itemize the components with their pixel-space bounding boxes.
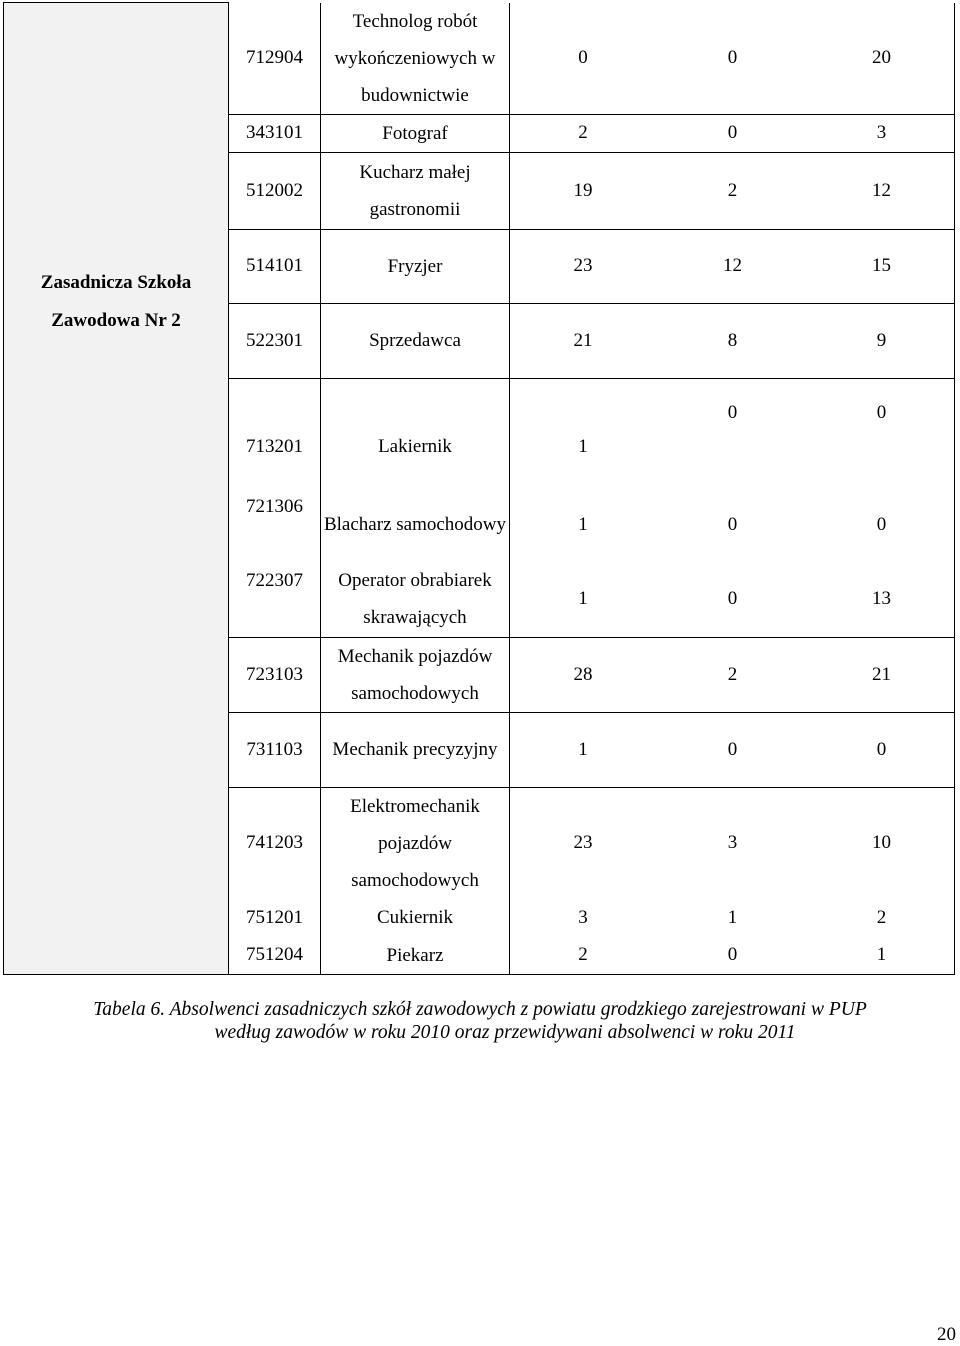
occupation-code: 723103 <box>229 637 321 712</box>
value-1: 1 <box>578 513 588 535</box>
value-2: 12 <box>656 229 809 303</box>
occupation-name: Mechanik pojazdów samochodowych <box>321 637 510 712</box>
value-1: 1 <box>510 712 657 787</box>
value-1: 28 <box>510 637 657 712</box>
occupation-name: Mechanik precyzyjny <box>321 712 510 787</box>
value-2: 0 <box>656 937 809 975</box>
occupation-name: Blacharz samochodowy <box>321 487 510 562</box>
value-1: 21 <box>510 303 657 378</box>
value-2: 2 <box>656 637 809 712</box>
value-3: 10 <box>809 787 955 899</box>
value-1: 0 <box>510 3 657 115</box>
value-2: 1 <box>727 906 738 928</box>
occupation-code: 751201 <box>229 899 321 937</box>
value-1: 2 <box>510 114 657 152</box>
occupation-name: Lakiernik <box>321 378 510 487</box>
value-2: 0 <box>656 562 809 637</box>
value-2: 0 <box>656 114 809 152</box>
table-caption-line-2: według zawodów w roku 2010 oraz przewidywani absolwenci w roku 2011 <box>214 1022 796 1043</box>
school-name: Zasadnicza Szkoła Zawodowa Nr 2 <box>40 272 192 332</box>
occupation-code: 512002 <box>229 152 321 229</box>
occupation-name: Elektromechanik pojazdów samochodowych <box>321 787 510 899</box>
occupation-name: Operator obrabiarek skrawających <box>321 562 510 637</box>
page-number: 20 <box>937 1324 956 1345</box>
value-3: 1 <box>809 937 955 975</box>
value-2: 8 <box>656 303 809 378</box>
table-caption-line-1: Tabela 6. Absolwenci zasadniczych szkół zawodowych z powiatu grodzkiego zarejestrowani w PUP <box>93 999 867 1020</box>
occupation-name: Fryzjer <box>321 229 510 303</box>
value-3: 13 <box>809 562 955 637</box>
value-3: 20 <box>809 3 955 115</box>
value-3: 9 <box>809 303 955 378</box>
occupation-table <box>3 2 955 975</box>
value-3: 0 <box>809 712 955 787</box>
value-3: 3 <box>809 114 955 152</box>
value-2: 2 <box>656 152 809 229</box>
value-3: 12 <box>809 152 955 229</box>
occupation-code: 731103 <box>229 712 321 787</box>
value-3: 2 <box>809 899 955 937</box>
value-1: 3 <box>578 906 588 928</box>
occupation-code: 522301 <box>229 303 321 378</box>
value-1: 1 <box>578 435 588 457</box>
occupation-name: Technolog robót wykończeniowych w budownictwie <box>321 3 510 115</box>
occupation-code: 751204 <box>229 937 321 975</box>
value-1: 1 <box>510 562 657 637</box>
value-2: 0 <box>656 712 809 787</box>
value-1: 23 <box>573 832 593 853</box>
occupation-name: Fotograf <box>321 114 510 152</box>
occupation-code: 514101 <box>229 229 321 303</box>
occupation-code: 721306 <box>229 487 321 562</box>
occupation-code: 712904 <box>229 3 321 115</box>
value-3: 0 <box>809 487 955 562</box>
occupation-code: 343101 <box>229 114 321 152</box>
occupation-name: Cukiernik <box>321 899 510 937</box>
occupation-name: Sprzedawca <box>321 303 510 378</box>
value-2: 0 <box>727 401 738 423</box>
school-name-cell <box>4 3 229 975</box>
occupation-name: Piekarz <box>321 937 510 975</box>
value-1: 23 <box>510 229 657 303</box>
occupation-name: Kucharz małej gastronomii <box>321 152 510 229</box>
occupation-code: 741203 <box>229 787 321 899</box>
value-3: 15 <box>809 229 955 303</box>
value-3: 21 <box>809 637 955 712</box>
occupation-code: 722307 <box>229 562 321 637</box>
table-row <box>4 3 955 115</box>
value-2: 3 <box>727 832 738 853</box>
occupation-code: 713201 <box>229 378 321 487</box>
value-1: 19 <box>510 152 657 229</box>
value-3: 0 <box>809 378 955 487</box>
value-2: 0 <box>727 513 738 535</box>
value-2: 0 <box>656 3 809 115</box>
value-1: 2 <box>510 937 657 975</box>
